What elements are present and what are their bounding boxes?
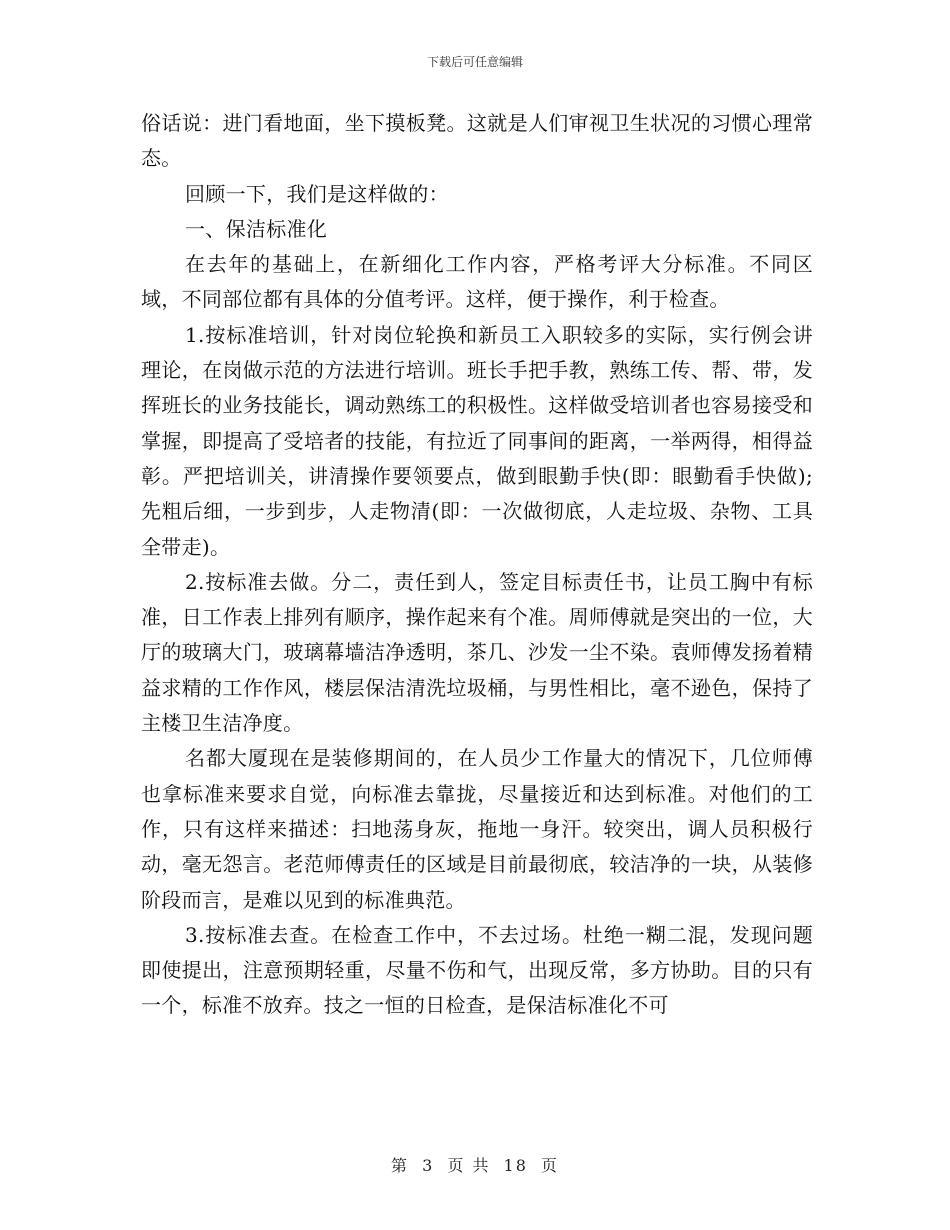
page-header: 下载后可任意编辑 <box>426 55 523 69</box>
total-pages: 18 <box>503 1156 528 1175</box>
page-label-middle: 页 共 <box>447 1156 491 1175</box>
paragraph: 在去年的基础上，在新细化工作内容，严格考评大分标准。不同区域，不同部位都有具体的分值考评。这样，便于操作，利于检查。 <box>141 252 813 312</box>
document-body <box>141 106 813 1024</box>
paragraph: 名都大厦现在是装修期间的，在人员少工作量大的情况下，几位师傅也拿标准来要求自觉，向标准去靠拢，尽量接近和达到标准。对他们的工作，只有这样来描述：扫地荡身灰，拖地一身汗。较突出，调人员积极行动，毫无怨言。老范师傅责任的区域是目前最彻底，较洁净的一块，从装修阶段而言，是难以见到的标准典范。 <box>141 746 813 912</box>
paragraph: 俗话说：进门看地面，坐下摸板凳。这就是人们审视卫生状况的习惯心理常态。 <box>141 111 813 171</box>
paragraph: 3.按标准去查。在检查工作中，不去过场。杜绝一糊二混，发现问题即使提出，注意预期轻重，尽量不伤和气，出现反常，多方协助。目的只有一个，标准不放弃。技之一恒的日检查，是保洁标准化不可 <box>141 922 813 1018</box>
paragraph: 2.按标准去做。分二，责任到人，签定目标责任书，让员工胸中有标准，日工作表上排列有顺序，操作起来有个准。周师傅就是突出的一位，大厅的玻璃大门，玻璃幕墙洁净透明，茶几、沙发一尘不染。袁师傅发扬着精益求精的工作作风，楼层保洁清洗垃圾桶，与男性相比，毫不逊色，保持了主楼卫生洁净度。 <box>141 569 813 736</box>
section-heading: 一、保洁标准化 <box>185 216 328 241</box>
paragraph: 回顾一下，我们是这样做的： <box>185 181 449 206</box>
page-footer <box>0 1153 950 1176</box>
page-label-suffix: 页 <box>541 1156 560 1175</box>
page-number: 3 <box>422 1156 435 1175</box>
paragraph: 1.按标准培训，针对岗位轮换和新员工入职较多的实际，实行例会讲理论，在岗做示范的方法进行培训。班长手把手教，熟练工传、帮、带，发挥班长的业务技能长，调动熟练工的积极性。这样做受培训者也容易接受和掌握，即提高了受培者的技能，有拉近了同事间的距离，一举两得，相得益彰。严把培训关，讲清操作要领要点，做到眼勤手快(即：眼勤看手快做);先粗后细，一步到步，人走物清(即：一次做彻底，人走垃圾、杂物、工具全带走)。 <box>141 322 813 559</box>
page-label-prefix: 第 <box>390 1156 409 1175</box>
